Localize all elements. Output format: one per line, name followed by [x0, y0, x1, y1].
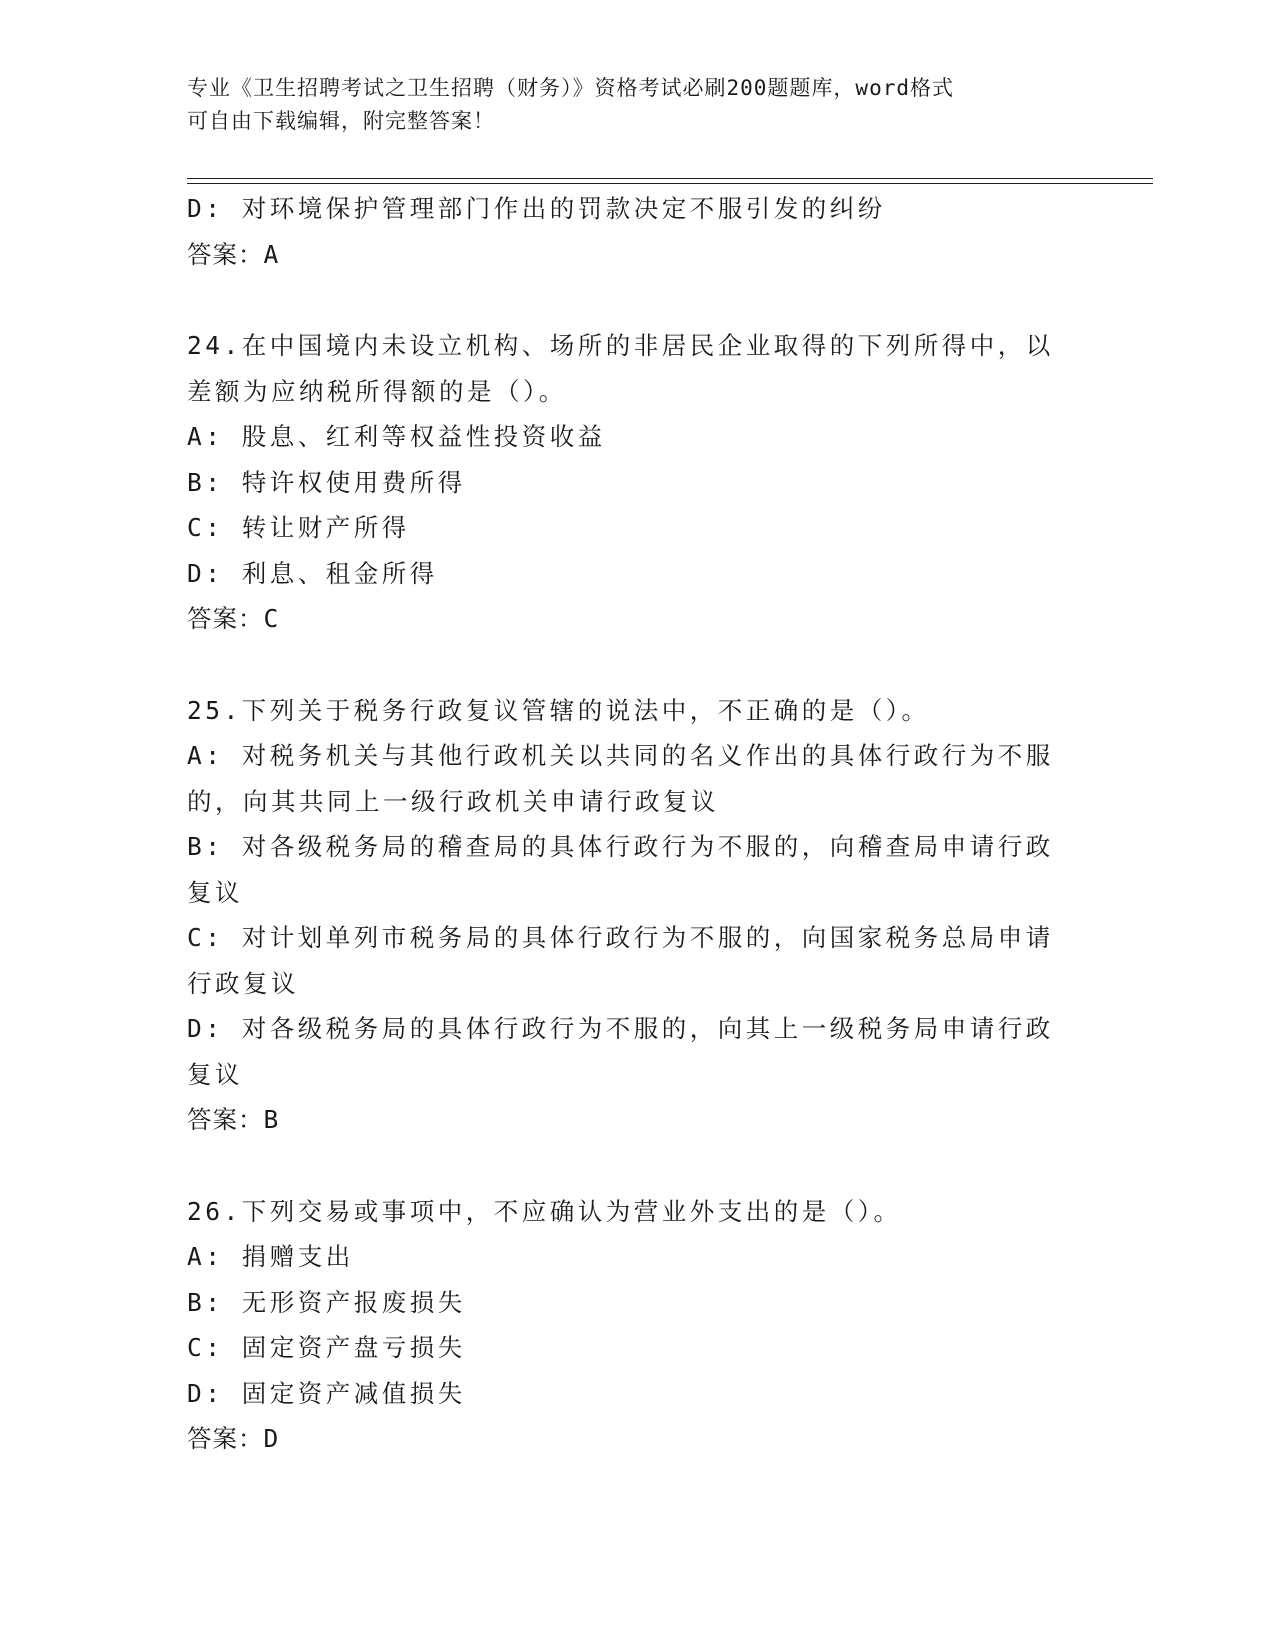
- option-c: C: 对计划单列市税务局的具体行政行为不服的，向国家税务总局申请: [187, 923, 1054, 952]
- answer: [187, 1416, 1067, 1462]
- question-26: [187, 1189, 1067, 1462]
- answer-label: 答案：: [187, 604, 264, 633]
- question-25: [187, 688, 1067, 1143]
- answer: [187, 596, 1067, 642]
- answer-value: A: [263, 239, 280, 269]
- option-c-cont: 行政复议: [187, 968, 299, 998]
- prev-answer: [187, 232, 1067, 278]
- answer-value: D: [263, 1424, 280, 1453]
- header-double-rule: [187, 178, 1153, 184]
- prev-option-d: D: 对环境保护管理部门作出的罚款决定不服引发的纠纷: [187, 194, 886, 223]
- answer-value: C: [263, 604, 280, 633]
- question-24: [187, 323, 1067, 642]
- option-a-cont: 的，向其共同上一级行政机关申请行政复议: [187, 786, 719, 816]
- option-b: B: 特许权使用费所得: [187, 467, 466, 497]
- option-d-cont: 复议: [187, 1059, 243, 1089]
- answer-label: 答案：: [187, 239, 264, 269]
- header-title-line1: 专业《卫生招聘考试之卫生招聘（财务）》资格考试必刷200题题库，word格式: [187, 76, 954, 100]
- option-d: D: 固定资产减值损失: [187, 1378, 466, 1408]
- option-d: D: 利息、租金所得: [187, 558, 438, 588]
- spacer: [187, 1143, 1067, 1189]
- answer-label: 答案：: [187, 1424, 264, 1453]
- question-stem: 25.下列关于税务行政复议管辖的说法中，不正确的是（）。: [187, 695, 930, 725]
- prev-question-tail: [187, 186, 1067, 277]
- answer-value: B: [263, 1105, 280, 1134]
- option-b: B: 对各级税务局的稽查局的具体行政行为不服的，向稽查局申请行政: [187, 832, 1054, 861]
- option-b-cont: 复议: [187, 877, 243, 907]
- question-stem: 差额为应纳税所得额的是（）。: [187, 376, 567, 406]
- option-c: C: 转让财产所得: [187, 513, 410, 542]
- question-stem: 24.在中国境内未设立机构、场所的非居民企业取得的下列所得中，以: [187, 331, 1054, 360]
- document-content: [187, 186, 1067, 1462]
- answer-label: 答案：: [187, 1105, 264, 1134]
- option-a: A: 对税务机关与其他行政机关以共同的名义作出的具体行政行为不服: [187, 741, 1054, 770]
- spacer: [187, 642, 1067, 688]
- header-title-line2: 可自由下载编辑，附完整答案！: [187, 109, 495, 133]
- option-d: D: 对各级税务局的具体行政行为不服的，向其上一级税务局申请行政: [187, 1014, 1054, 1043]
- question-stem: 26.下列交易或事项中，不应确认为营业外支出的是（）。: [187, 1196, 902, 1226]
- option-a: A: 股息、红利等权益性投资收益: [187, 422, 606, 451]
- option-c: C: 固定资产盘亏损失: [187, 1333, 466, 1362]
- option-a: A: 捐赠支出: [187, 1242, 354, 1271]
- spacer: [187, 277, 1067, 323]
- answer: [187, 1097, 1067, 1143]
- option-b: B: 无形资产报废损失: [187, 1287, 466, 1317]
- document-header: [187, 72, 1067, 138]
